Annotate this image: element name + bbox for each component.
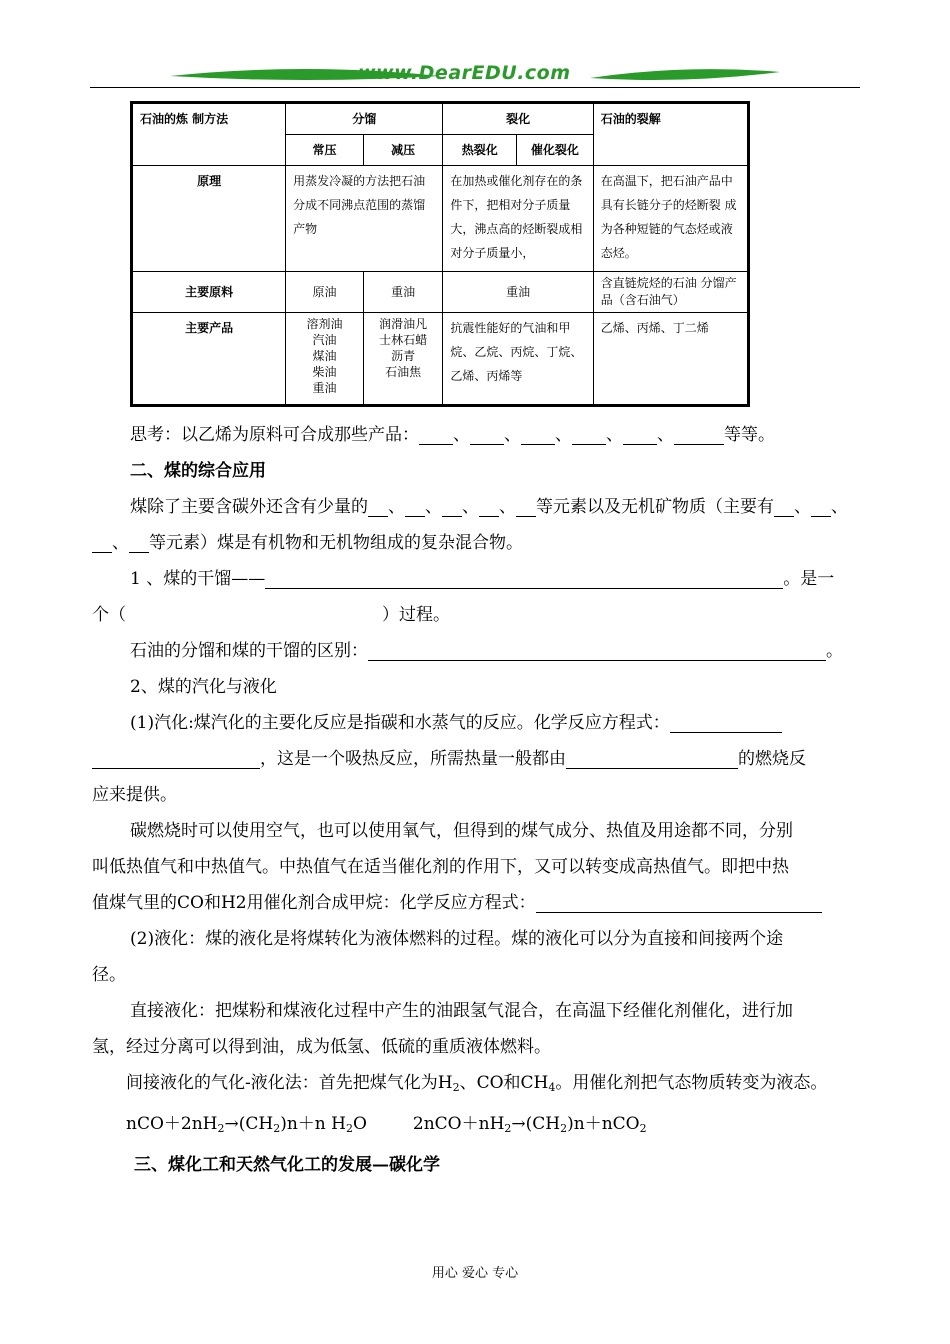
list-item: 溶剂油: [306, 317, 343, 331]
right-swoosh-icon: [590, 64, 780, 88]
answer-blank[interactable]: [442, 494, 462, 517]
cell-yuanliao-changya: 原油: [286, 272, 364, 313]
answer-blank[interactable]: [92, 530, 112, 553]
answer-blank[interactable]: [670, 710, 782, 733]
answer-blank[interactable]: [368, 638, 826, 661]
cell-chanpin-liejie: 乙烯、丙烯、丁二烯: [593, 313, 748, 406]
section-2-heading: 二、煤的综合应用: [130, 461, 266, 481]
zhijie-line-2: 氢，经过分离可以得到油，成为低氢、低硫的重质液体燃料。: [92, 1037, 551, 1057]
sikao-line: 思考：以乙烯为原料可合成那些产品： 、 、 、 、 、 等等。: [92, 417, 860, 453]
cell-yuanli-liejie: 在高温下，把石油产品中具有长链分子的烃断裂 成为各种短链的气态烃或液态烃。: [593, 166, 748, 272]
list-item: 沥青: [391, 349, 416, 363]
cell-chanpin-changya: [286, 313, 364, 406]
answer-blank[interactable]: [516, 494, 536, 517]
page-footer: 用心 爱心 专心: [431, 1266, 519, 1281]
document-body: [92, 417, 860, 1183]
answer-blank[interactable]: [811, 494, 831, 517]
oil-refining-table: [130, 101, 750, 395]
answer-blank[interactable]: [92, 746, 260, 769]
equation-line: [92, 1106, 860, 1147]
ganliu-line: 1 、煤的干馏—— 。是一: [92, 561, 860, 597]
mei-line-2: 、 等元素）煤是有机物和无机物组成的复杂混合物。: [92, 525, 860, 561]
header-rule: [90, 87, 860, 88]
list-item: 润滑油凡: [379, 317, 428, 331]
row-label-chanpin: 主要产品: [132, 313, 286, 406]
answer-blank[interactable]: [265, 566, 783, 589]
guocheng-line: 个（ ）过程。: [92, 605, 450, 625]
qubie-line: 石油的分馏和煤的干馏的区别： 。: [92, 633, 860, 669]
answer-blank[interactable]: [774, 494, 794, 517]
answer-blank[interactable]: [674, 422, 724, 445]
list-item: 煤油: [312, 349, 337, 363]
cell-yuanliao-jianya: 重油: [363, 272, 443, 313]
answer-blank[interactable]: [521, 422, 555, 445]
header-changya: 常压: [286, 135, 364, 166]
qihua-line-2: ，这是一个吸热反应，所需热量一般都由 的燃烧反: [92, 741, 860, 777]
tan-line-1: 碳燃烧时可以使用空气，也可以使用氧气，但得到的煤气成分、热值及用途都不同，分别: [130, 821, 793, 841]
row-label-yuanliao: 主要原料: [132, 272, 286, 313]
cell-chanpin-jianya: [363, 313, 443, 406]
list-item: 士林石蜡: [379, 333, 428, 347]
table-corner-header: 石油的炼 制方法: [132, 103, 286, 166]
answer-blank[interactable]: [623, 422, 657, 445]
answer-blank[interactable]: [572, 422, 606, 445]
qihua-line-1: (1)汽化:煤汽化的主要化反应是指碳和水蒸气的反应。化学反应方程式：: [92, 705, 860, 741]
yehua-line-2: 径。: [92, 965, 126, 985]
qihua-heading: 2、煤的汽化与液化: [130, 677, 277, 697]
equation-1: $nCO+2nH_2\to(CH_2)n+n$ $H_2O$: [126, 1114, 367, 1135]
row-label-yuanli: 原理: [132, 166, 286, 272]
answer-blank[interactable]: [368, 494, 388, 517]
mei-line-1: 煤除了主要含碳外还含有少量的 、 、 、 、 等元素以及无机矿物质（主要有 、 、: [92, 489, 860, 525]
section-3-heading: 三、煤化工和天然气化工的发展—碳化学: [134, 1155, 440, 1175]
cell-yuanliao-liehua: 重油: [443, 272, 593, 313]
tan-line-3: 值煤气里的CO和H2用催化剂合成甲烷：化学反应方程式：: [92, 885, 860, 921]
page-header: [90, 58, 860, 90]
answer-blank[interactable]: [470, 422, 504, 445]
list-item: 汽油: [312, 333, 337, 347]
tan-line-2: 叫低热值气和中热值气。中热值气在适当催化剂的作用下，又可以转变成高热值气。即把中热: [92, 857, 789, 877]
qihua-line-3: 应来提供。: [92, 785, 177, 805]
cell-yuanliao-liejie: 含直链烷烃的石油 分馏产品（含石油气）: [593, 272, 748, 313]
header-liejie: 石油的裂解: [593, 103, 748, 166]
header-reliehua: 热裂化: [443, 135, 517, 166]
site-logo: www.DearEDU.com: [358, 62, 571, 84]
cell-yuanli-liehua: 在加热或催化剂存在的条件下，把相对分子质量大，沸点高的烃断裂成相对分子质量小，: [443, 166, 593, 272]
yehua-line-1: (2)液化：煤的液化是将煤转化为液体燃料的过程。煤的液化可以分为直接和间接两个途: [130, 929, 784, 949]
header-cuihua: 催化裂化: [517, 135, 594, 166]
header-fenliu: 分馏: [286, 103, 443, 135]
jianjie-line: 间接液化的气化-液化法：首先把煤气化为$H_2$、CO和$CH_4$。用催化剂把气态物质转变为液态。: [126, 1073, 828, 1094]
zhijie-line-1: 直接液化：把煤粉和煤液化过程中产生的油跟氢气混合，在高温下经催化剂催化，进行加: [130, 1001, 793, 1021]
cell-chanpin-liehua: 抗震性能好的气油和甲烷、乙烷、丙烷、丁烷、乙烯、丙烯等: [443, 313, 593, 406]
answer-blank[interactable]: [129, 530, 149, 553]
answer-blank[interactable]: [536, 890, 822, 913]
equation-2: $2nCO+nH_2\to(CH_2)n+nCO_2$: [412, 1114, 647, 1135]
list-item: 柴油: [312, 365, 337, 379]
answer-blank[interactable]: [419, 422, 453, 445]
answer-blank[interactable]: [566, 746, 738, 769]
list-item: 重油: [312, 381, 337, 395]
header-jianya: 减压: [363, 135, 443, 166]
cell-yuanli-fenliu: 用蒸发冷凝的方法把石油分成不同沸点范围的蒸馏产物: [286, 166, 443, 272]
answer-blank[interactable]: [405, 494, 425, 517]
header-liehua: 裂化: [443, 103, 593, 135]
answer-blank[interactable]: [479, 494, 499, 517]
list-item: 石油焦: [385, 365, 422, 379]
